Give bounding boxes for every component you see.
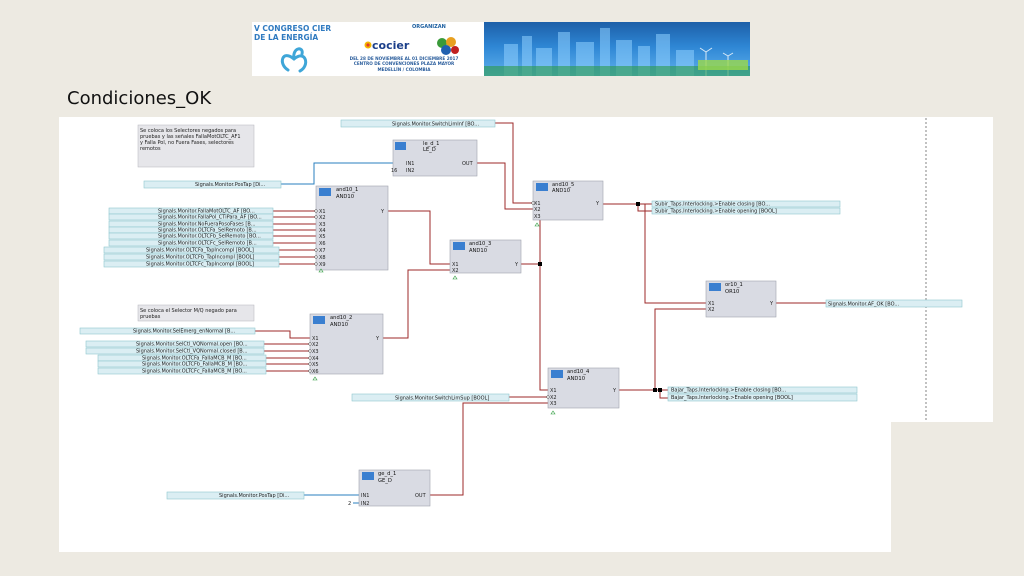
pin-and5-x1: X1	[534, 201, 541, 207]
const-ge-d-value: 2	[348, 501, 352, 507]
signal-and2-input-5: Signals.Monitor.OLTCFc_FallaMCB_M [BO...	[142, 368, 247, 375]
signal-and1-input-7: Signals.Monitor.OLTCFa_TapIncompl [BOOL]	[146, 247, 254, 254]
pin-and3-x1: X1	[452, 262, 459, 268]
wire-and4-or	[655, 309, 706, 390]
pin-and2-x1: X1	[312, 336, 319, 342]
junction-node-3	[653, 388, 657, 392]
block-and10-4[interactable]	[548, 368, 619, 414]
junction-node-4	[658, 388, 662, 392]
wire-le-d-out	[476, 163, 533, 209]
junction-node-1	[538, 262, 542, 266]
signal-and1-input-3: Signals.Monitor.NoFueraPosoFases [B...	[158, 221, 256, 228]
block-and10-5-icon	[536, 183, 548, 191]
pin-ge-d-out: OUT	[415, 493, 426, 499]
block-ge-d-1[interactable]	[348, 470, 430, 507]
junction-node-2	[636, 202, 640, 206]
pin-and1-x9: X9	[319, 262, 326, 268]
organizer-name: cocier	[372, 39, 410, 52]
pin-and2-x2: X2	[312, 342, 319, 348]
signal-and1-input-6: Signals.Monitor.OLTCFc_SelRemoto [B...	[158, 240, 257, 247]
pin-and1-x3: X3	[319, 222, 326, 228]
pin-and2-y: Y	[376, 336, 380, 342]
pin-and4-x3: X3	[550, 401, 557, 407]
expand-arrow-icon[interactable]	[313, 377, 317, 380]
block-and10-5-name: and10_5	[552, 182, 575, 188]
pin-and1-x8: X8	[319, 255, 326, 261]
event-dates-line2: CENTRO DE CONVENCIONES PLAZA MAYOR	[353, 61, 455, 67]
block-and10-2-icon	[313, 316, 325, 324]
wire-and5-or	[645, 204, 706, 303]
block-and10-5-type: AND10	[552, 188, 571, 194]
wire-node-and4	[540, 264, 548, 390]
pin-and2-x6: X6	[312, 369, 319, 375]
pin-and2-x5: X5	[312, 362, 319, 368]
block-and10-1[interactable]	[316, 186, 388, 272]
pin-and1-x1: X1	[319, 209, 326, 215]
block-and10-3-name: and10_3	[469, 241, 492, 247]
pin-or-y: Y	[770, 301, 774, 307]
block-and10-3-type: AND10	[469, 248, 488, 254]
pin-or-x2: X2	[708, 307, 715, 313]
block-and10-5[interactable]	[533, 181, 603, 226]
signal-and1-input-9: Signals.Monitor.OLTCFc_TapIncompl [BOOL]	[146, 261, 254, 268]
organizers-label: ORGANIZAN	[412, 24, 446, 30]
signal-and1-input-2: Signals.Monitor.FallaPol_CTiPara_AF [BO...	[158, 214, 262, 221]
swirl-logo-icon	[274, 44, 314, 74]
wire-node-and5	[533, 216, 540, 264]
block-and10-4-name: and10_4	[567, 369, 590, 375]
logic-diagram-canvas[interactable]	[59, 117, 993, 552]
pin-and4-x1: X1	[550, 388, 557, 394]
wire-and1-inputs	[273, 211, 316, 264]
signal-af-ok[interactable]	[826, 300, 962, 308]
block-ge-d-1-icon	[362, 472, 374, 480]
comment-2-line-2: pruebas	[140, 314, 161, 320]
comment-1-line-1: Se coloca los Selectores negados para	[140, 128, 237, 134]
signal-postap-2-label: Signals.Monitor.PosTap [Di...	[219, 493, 290, 499]
page-title: Condiciones_OK	[67, 88, 212, 109]
signal-and1-input-1: Signals.Monitor.FallaMotOLTC_AF [BO...	[158, 208, 255, 215]
comment-2-line-1: Se coloca el Selector M/Q negado para	[140, 308, 237, 314]
block-or10-1-type: OR10	[725, 289, 740, 295]
signal-and2-inputs[interactable]	[86, 341, 266, 375]
block-and10-3[interactable]	[450, 240, 521, 279]
pin-le-d-in2: IN2	[406, 168, 415, 174]
canvas-empty-corner	[891, 422, 1024, 576]
signal-switchlimsup[interactable]	[352, 394, 509, 402]
signal-and2-input-1: Signals.Monitor.SelCtl_VQNormal.open [BO...	[136, 341, 248, 348]
signal-selemerg-label: Signals.Monitor.SelEmerg_enNormal [B...	[133, 328, 236, 335]
signal-selemerg[interactable]	[80, 328, 255, 335]
block-and10-1-icon	[319, 188, 331, 196]
signal-and2-input-4: Signals.Monitor.OLTCFb_FallaMCB_M [BO...	[142, 361, 248, 368]
signal-bajar-outputs[interactable]	[668, 387, 857, 401]
block-and10-1-name: and10_1	[336, 187, 359, 193]
signal-and1-input-5: Signals.Monitor.OLTCFb_SelRemoto [BO...	[158, 233, 261, 240]
block-le-d-1-icon	[395, 142, 406, 150]
pin-and5-y: Y	[596, 201, 600, 207]
pin-and3-y: Y	[515, 262, 519, 268]
block-and10-2[interactable]	[310, 314, 383, 380]
pin-and5-x2: X2	[534, 207, 541, 213]
comment-note-2[interactable]	[138, 305, 254, 321]
const-le-d-value: 16	[391, 168, 398, 174]
block-ge-d-1-name: ge_d_1	[378, 471, 397, 477]
wire-and2-out	[383, 270, 450, 338]
signal-postap-2[interactable]	[167, 492, 304, 499]
signal-af-ok-label: Signals.Monitor.AF_OK [BO...	[828, 301, 900, 308]
pin-and1-x2: X2	[319, 215, 326, 221]
signal-subir-opening: Subir_Taps.Interlocking.>Enable opening [BOOL]	[655, 208, 777, 215]
wire-postap-1	[281, 163, 405, 184]
signal-switchlimsup-label: Signals.Monitor.SwitchLimSup [BOOL]	[395, 395, 490, 402]
pin-and3-x2: X2	[452, 268, 459, 274]
logic-diagram	[59, 117, 993, 552]
event-dates-line1: DEL 28 DE NOVIEMBRE AL 01 DICIEMBRE 2017	[349, 56, 459, 61]
expand-arrow-icon[interactable]	[453, 276, 457, 279]
pin-ge-d-in1: IN1	[361, 493, 370, 499]
pin-le-d-in1: IN1	[406, 161, 415, 167]
pin-or-x1: X1	[708, 301, 715, 307]
block-le-d-1-name: le_d_1	[423, 141, 440, 147]
signal-and2-input-3: Signals.Monitor.OLTCFa_FallaMCB_M [BO...	[142, 355, 247, 362]
pin-and1-y: Y	[381, 209, 385, 215]
wire-and1-out	[387, 211, 450, 264]
pin-and1-x4: X4	[319, 228, 326, 234]
event-dates-line3: MEDELLÍN / COLOMBIA	[377, 66, 431, 72]
pin-and2-x4: X4	[312, 356, 319, 362]
signal-and1-input-8: Signals.Monitor.OLTCFb_TapIncompl [BOOL]	[146, 254, 255, 261]
pin-and4-y: Y	[613, 388, 617, 394]
expand-arrow-icon[interactable]	[535, 223, 539, 226]
block-or10-1[interactable]	[706, 281, 776, 317]
block-le-d-1-type: LE_D	[423, 147, 436, 153]
cier-logo-icon	[434, 35, 462, 57]
banner-city-image	[484, 22, 750, 76]
city-skyline-icon	[484, 22, 750, 76]
pin-and2-x3: X3	[312, 349, 319, 355]
comment-note-1[interactable]	[138, 125, 254, 167]
block-ge-d-1-type: GE_D	[378, 478, 392, 484]
pin-le-d-out: OUT	[462, 161, 473, 167]
pin-and1-x6: X6	[319, 241, 326, 247]
block-and10-3-icon	[453, 242, 465, 250]
cocier-logo-icon	[364, 41, 372, 49]
pin-and1-x7: X7	[319, 248, 326, 254]
signal-switchliminf[interactable]	[341, 120, 495, 128]
pin-and1-x5: X5	[319, 234, 326, 240]
signal-bajar-closing: Bajar_Taps.Interlocking.>Enable closing [BO...	[671, 387, 787, 394]
event-banner	[252, 22, 750, 76]
pin-ge-d-in2: IN2	[361, 501, 370, 507]
signal-and2-input-2: Signals.Monitor.SelCtl_VQNormal.closed [B...	[136, 348, 248, 355]
pin-and4-x2: X2	[550, 395, 557, 401]
block-or10-1-icon	[709, 283, 721, 291]
block-and10-4-icon	[551, 370, 563, 378]
signal-and1-input-4: Signals.Monitor.OLTCFa_SelRemoto [B...	[158, 227, 257, 234]
wire-ge-d-out	[430, 403, 548, 495]
block-and10-1-type: AND10	[336, 194, 355, 200]
signal-and1-inputs[interactable]	[104, 208, 279, 268]
signal-postap-1-label: Signals.Monitor.PosTap [Di...	[195, 182, 266, 188]
block-or10-1-name: or10_1	[725, 282, 743, 288]
signal-postap-1[interactable]	[144, 181, 281, 188]
comment-1-line-2: pruebas y las señales FallaMotOLTC_AF1	[140, 134, 241, 140]
block-le-d-1[interactable]	[391, 140, 477, 176]
expand-arrow-icon[interactable]	[551, 411, 555, 414]
block-and10-4-type: AND10	[567, 376, 586, 382]
block-and10-2-name: and10_2	[330, 315, 353, 321]
signal-switchliminf-label: Signals.Monitor.SwitchLimInf [BO...	[392, 121, 480, 128]
block-and10-2-type: AND10	[330, 322, 349, 328]
signal-bajar-opening: Bajar_Taps.Interlocking.>Enable opening [BOOL]	[671, 395, 793, 401]
comment-1-line-3: y Falla Pol, no Fuera Fases, selectores	[140, 140, 234, 146]
event-title: V CONGRESO CIER DE LA ENERGÍA	[254, 24, 332, 42]
comment-1-line-4: remotos	[140, 146, 161, 152]
banner-logo-area	[252, 22, 483, 76]
event-dates	[340, 56, 468, 72]
signal-subir-closing: Subir_Taps.Interlocking.>Enable closing [BO...	[655, 201, 770, 208]
pin-and5-x3: X3	[534, 214, 541, 220]
signal-subir-outputs[interactable]	[652, 201, 840, 215]
